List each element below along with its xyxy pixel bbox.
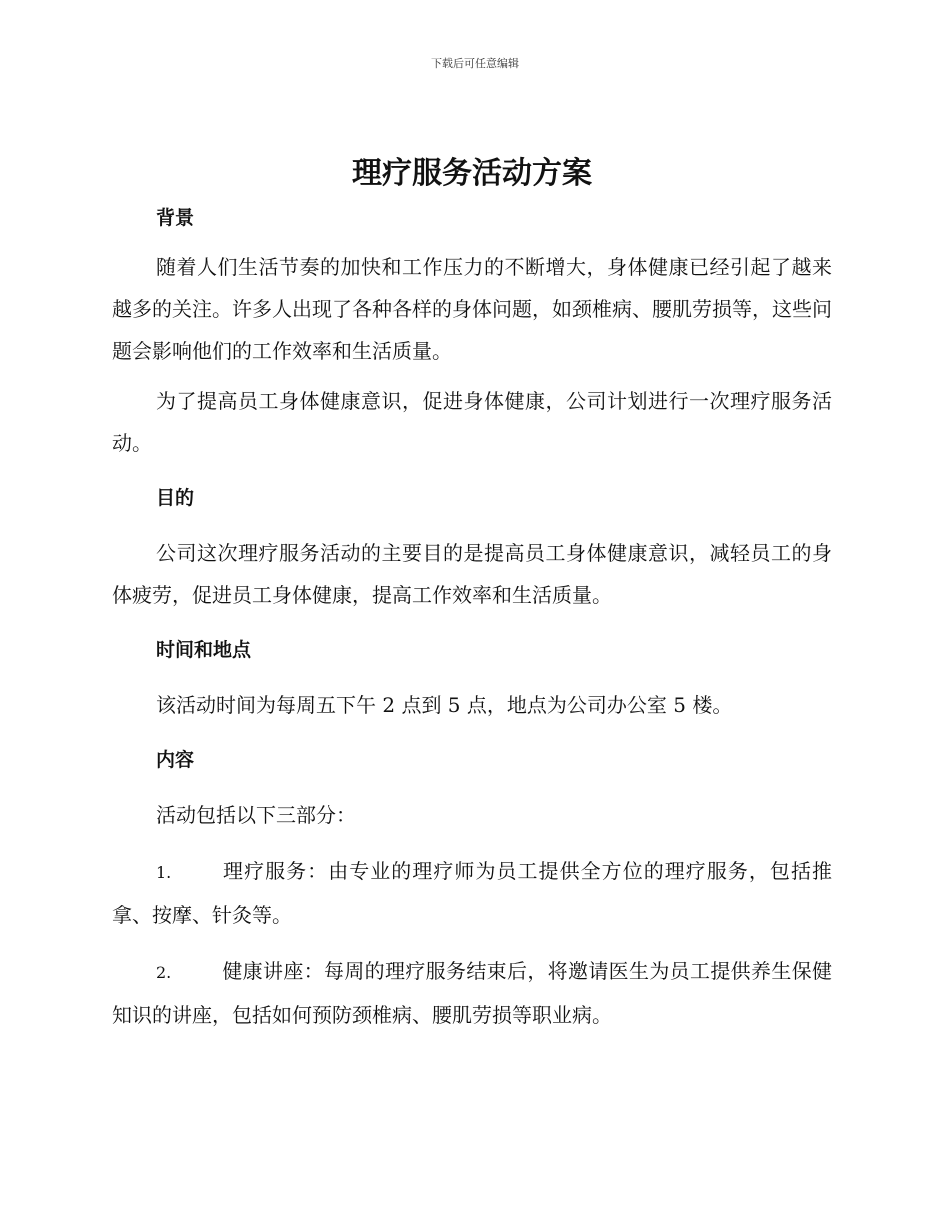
document-body: [112, 150, 832, 1036]
section-heading-time-place: 时间和地点: [156, 639, 252, 661]
background-paragraph-2: 为了提高员工身体健康意识，促进身体健康，公司计划进行一次理疗服务活动。: [112, 389, 832, 455]
purpose-paragraph: 公司这次理疗服务活动的主要目的是提高员工身体健康意识，减轻员工的身体疲劳，促进员工身体健康，提高工作效率和生活质量。: [112, 541, 832, 607]
background-paragraph-1: 随着人们生活节奏的加快和工作压力的不断增大，身体健康已经引起了越来越多的关注。许多人出现了各种各样的身体问题，如颈椎病、腰肌劳损等，这些问题会影响他们的工作效率和生活质量。: [112, 255, 832, 363]
list-item: [112, 850, 832, 936]
section-heading-purpose: 目的: [156, 487, 195, 509]
list-item-number: 2.: [156, 963, 172, 982]
content-intro: 活动包括以下三部分：: [156, 803, 356, 827]
list-item-text: 健康讲座：每周的理疗服务结束后，将邀请医生为员工提供养生保健知识的讲座，包括如何预防颈椎病、腰肌劳损等职业病。: [112, 959, 832, 1027]
section-heading-content: 内容: [156, 749, 195, 771]
section-heading-background: 背景: [156, 207, 195, 229]
document-title: 理疗服务活动方案: [352, 156, 592, 191]
time-place-paragraph: 该活动时间为每周五下午 2 点到 5 点，地点为公司办公室 5 楼。: [156, 693, 733, 717]
list-item: [112, 950, 832, 1036]
list-item-text: 理疗服务：由专业的理疗师为员工提供全方位的理疗服务，包括推拿、按摩、针灸等。: [112, 859, 832, 927]
list-item-number: 1.: [156, 863, 172, 882]
header-note: 下载后可任意编辑: [431, 57, 519, 70]
